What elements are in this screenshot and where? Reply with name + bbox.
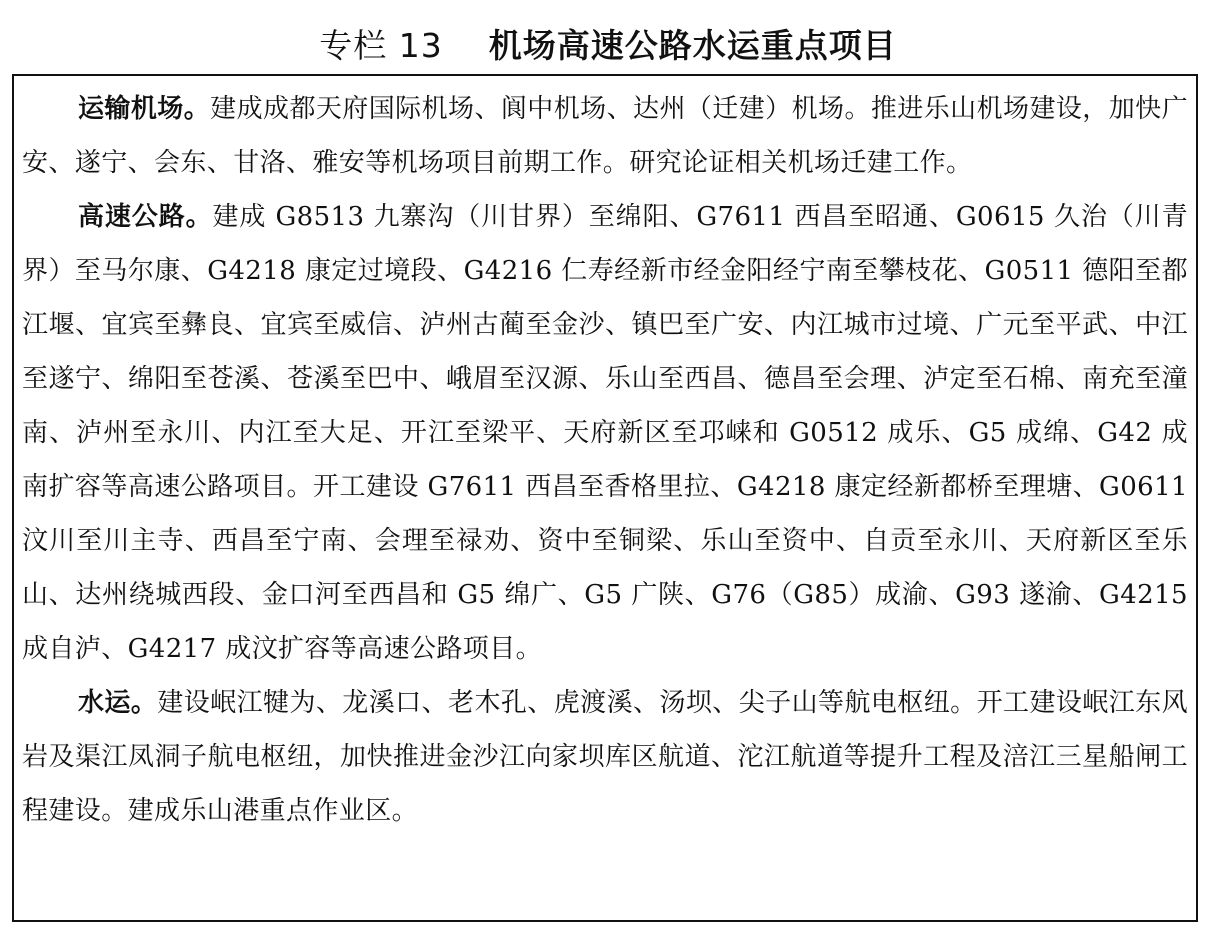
column-title: 机场高速公路水运重点项目 bbox=[488, 26, 897, 65]
waterway-section-text: 建设岷江犍为、龙溪口、老木孔、虎渡溪、汤坝、尖子山等航电枢纽。开工建设岷江东风岩及渠江凤洞子航电枢纽，加快推进金沙江向家坝库区航道、沱江航道等提升工程及涪江三星船闸工程建设。建成乐山港重点作业区。 bbox=[22, 688, 1188, 826]
content-box bbox=[12, 74, 1198, 922]
expressway-section bbox=[22, 190, 1188, 676]
airport-section bbox=[22, 82, 1188, 190]
waterway-section-heading: 水运。 bbox=[78, 688, 158, 718]
expressway-section-text: 建成 G8513 九寨沟（川甘界）至绵阳、G7611 西昌至昭通、G0615 久治（川青界）至马尔康、G4218 康定过境段、G4216 仁寿经新市经金阳经宁南至攀枝花、G0511 德阳至都江堰、宜宾至彝良、宜宾至威信、泸州古蔺至金沙、镇巴至广安、内江城市过境、广元至平武、中江至遂宁、绵阳至苍溪、苍溪至巴中、峨眉至汉源、乐山至西昌、德昌至会理、泸定至石棉、南充至潼南、泸州至永川、内江至大足、开江至梁平、天府新区至邛崃和 G0512 成乐、G5 成绵、G42 成南扩容等高速公路项目。开工建设 G7611 西昌至香格里拉、G4218 康定经新都桥至理塘、G0611 汶川至川主寺、西昌至宁南、会理至禄劝、资中至铜梁、乐山至资中、自贡至永川、天府新区至乐山、达州绕城西段、金口河至西昌和 G5 绵广、G5 广陕、G76（G85）成渝、G93 遂渝、G4215 成自泸、G4217 成汶扩容等高速公路项目。 bbox=[22, 202, 1188, 664]
page-title bbox=[0, 20, 1216, 72]
column-number-label: 专栏 13 bbox=[319, 26, 443, 65]
airport-section-heading: 运输机场。 bbox=[78, 94, 211, 124]
expressway-section-heading: 高速公路。 bbox=[78, 202, 213, 232]
waterway-section bbox=[22, 676, 1188, 838]
airport-section-text: 建成成都天府国际机场、阆中机场、达州（迁建）机场。推进乐山机场建设，加快广安、遂宁、会东、甘洛、雅安等机场项目前期工作。研究论证相关机场迁建工作。 bbox=[22, 94, 1188, 178]
